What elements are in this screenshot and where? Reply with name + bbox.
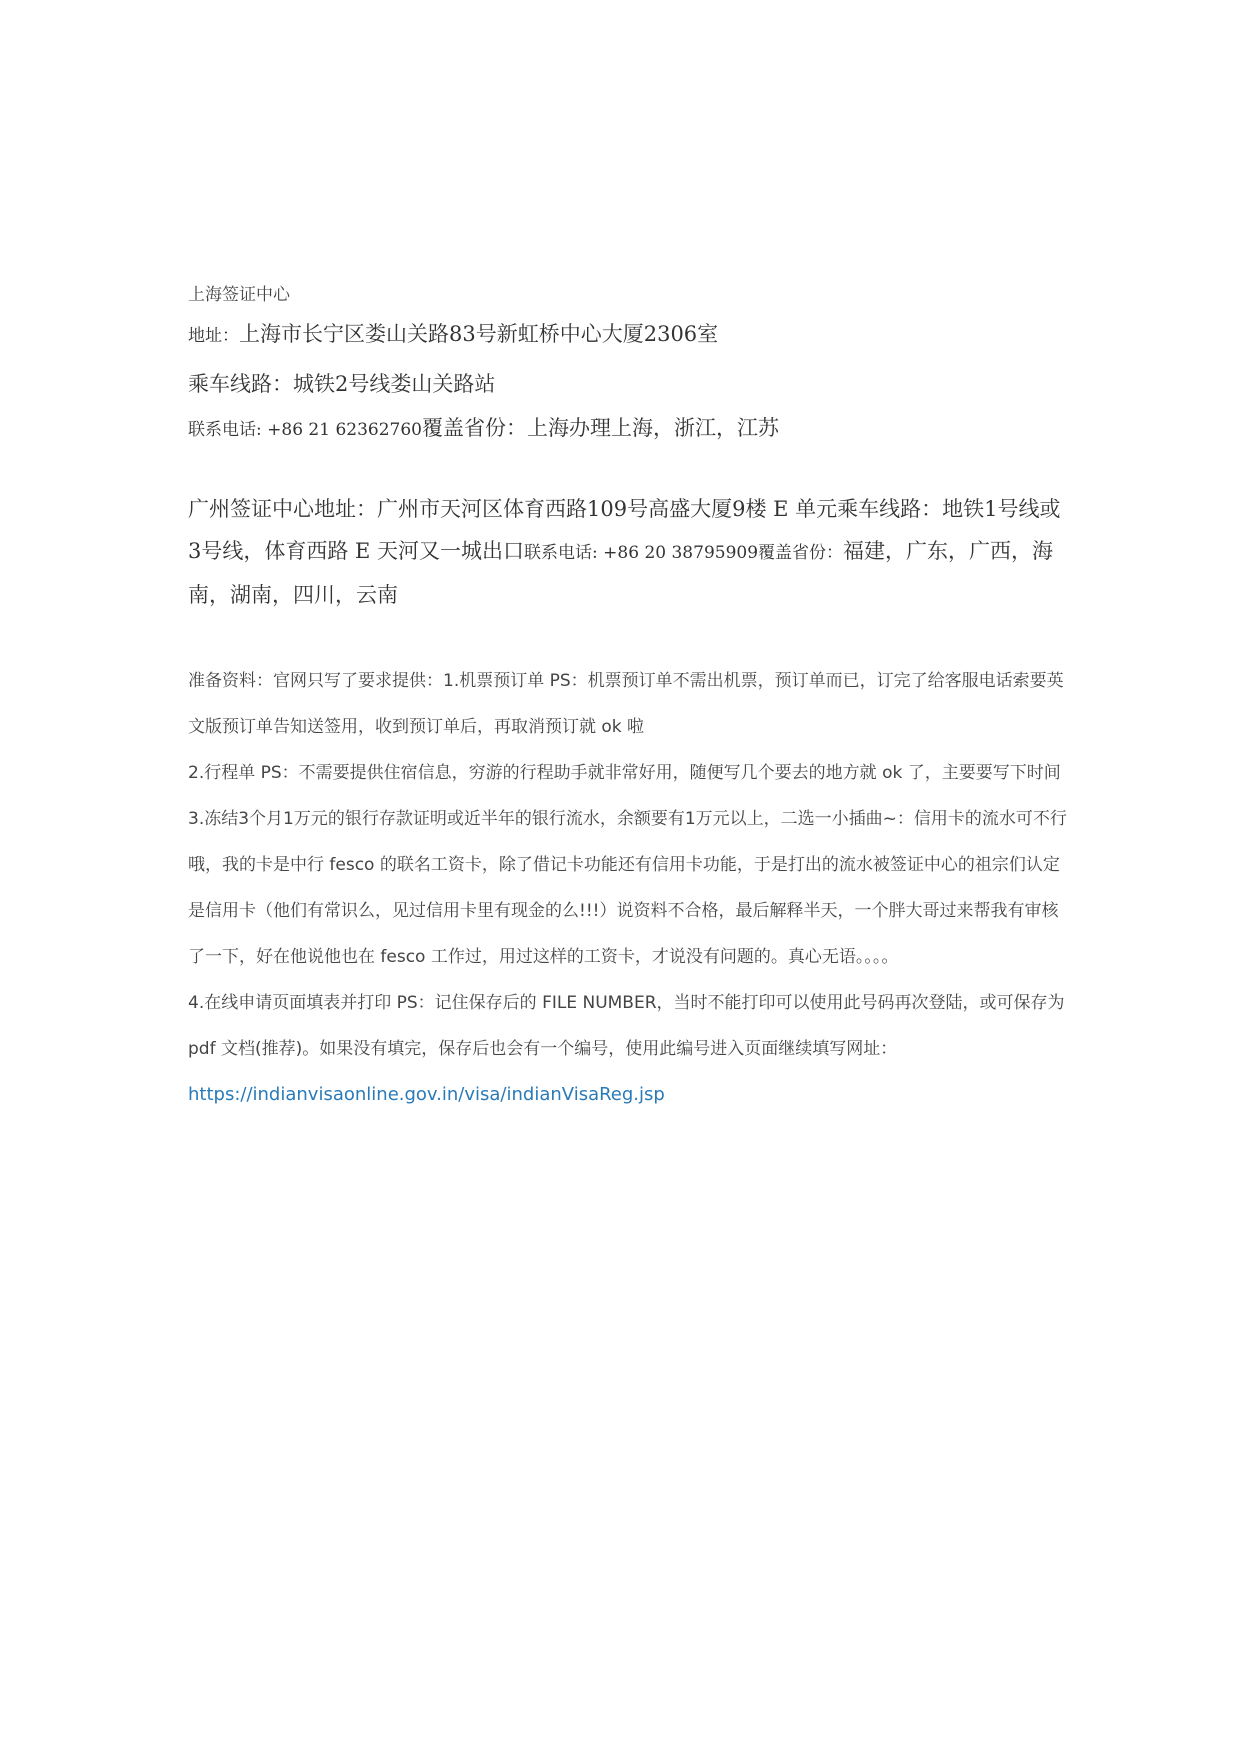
visa-application-link[interactable]: https://indianvisaonline.gov.in/visa/indianVisaReg.jsp	[188, 1084, 665, 1105]
shanghai-address-value: 上海市长宁区娄山关路83号新虹桥中心大厦2306室	[239, 322, 719, 346]
shanghai-address	[188, 310, 1068, 360]
guangzhou-coverage: 福建，广东，广西，海南，湖南，四川，云南	[188, 539, 1054, 607]
shanghai-route: 乘车线路：城铁2号线娄山关路站	[188, 372, 496, 396]
shanghai-address-label: 地址：	[188, 326, 239, 346]
shanghai-phone-coverage	[188, 408, 1068, 450]
shanghai-phone: 联系电话: +86 21 62362760	[188, 420, 422, 440]
shanghai-title: 上海签证中心	[188, 285, 290, 305]
document-content	[188, 280, 1068, 1118]
preparation-section	[188, 658, 1068, 1118]
preparation-item-1: 准备资料：官网只写了要求提供：1.机票预订单 PS：机票预订单不需出机票，预订单而已，订完了给客服电话索要英文版预订单告知送签用，收到预订单后，再取消预订就 ok 啦	[188, 671, 1064, 737]
preparation-item-3: 3.冻结3个月1万元的银行存款证明或近半年的银行流水，余额要有1万元以上，二选一小插曲~：信用卡的流水可不行哦，我的卡是中行 fesco 的联名工资卡，除了借记卡功能还有信用卡功能，于是打出的流水被签证中心的祖宗们认定是信用卡（他们有常识么，见过信用卡里有现金的么!!!）说资料不合格，最后解释半天，一个胖大哥过来帮我有审核了一下，好在他说他也在 fesco 工作过，用过这样的工资卡，才说没有问题的。真心无语。。。。	[188, 809, 1067, 967]
preparation-item-2: 2.行程单 PS：不需要提供住宿信息，穷游的行程助手就非常好用，随便写几个要去的地方就 ok 了，主要要写下时间	[188, 763, 1061, 783]
preparation-item-4: 4.在线申请页面填表并打印 PS：记住保存后的 FILE NUMBER，当时不能打印可以使用此号码再次登陆，或可保存为 pdf 文档(推荐)。如果没有填完，保存后也会有一个编号，使用此编号进入页面继续填写网址：	[188, 993, 1065, 1059]
guangzhou-address-route: 广州签证中心地址：广州市天河区体育西路109号高盛大厦9楼 E 单元乘车线路：地铁1号线或3号线，体育西路 E 天河又一城出口	[188, 497, 1061, 563]
guangzhou-info	[188, 488, 1068, 616]
visa-link-line	[188, 1072, 1068, 1118]
guangzhou-phone: 联系电话: +86 20 38795909覆盖省份：	[524, 543, 844, 563]
shanghai-coverage: 覆盖省份：上海办理上海，浙江，江苏	[421, 416, 779, 440]
